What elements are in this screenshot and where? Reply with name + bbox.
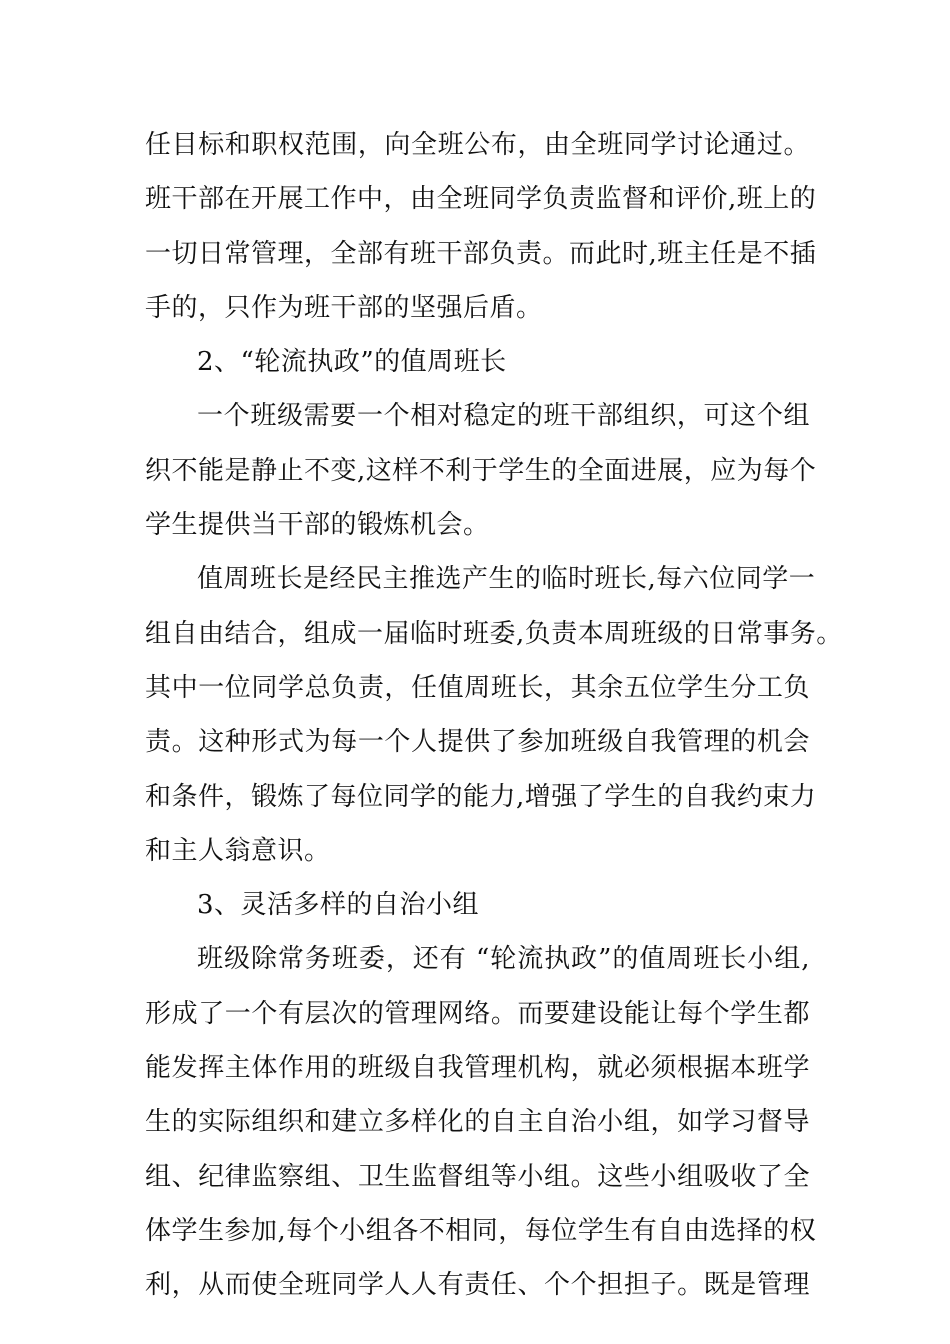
text-line: 和条件，锻炼了每位同学的能力,增强了学生的自我约束力 xyxy=(145,781,817,812)
text-line: 班级除常务班委，还有 “轮流执政”的值周班长小组, xyxy=(197,944,810,975)
text-line: 体学生参加,每个小组各不相同，每位学生有自由选择的权 xyxy=(145,1215,817,1246)
text-line: 责。这种形式为每一个人提供了参加班级自我管理的机会 xyxy=(145,727,810,758)
text-line: 2、“轮流执政”的值周班长 xyxy=(197,347,507,378)
text-line: 生的实际组织和建立多样化的自主自治小组，如学习督导 xyxy=(145,1107,810,1138)
text-line: 3、灵活多样的自治小组 xyxy=(197,890,480,921)
text-line: 班干部在开展工作中，由全班同学负责监督和评价,班上的 xyxy=(145,184,817,215)
text-line: 学生提供当干部的锻炼机会。 xyxy=(145,510,490,541)
text-line: 组、纪律监察组、卫生监督组等小组。这些小组吸收了全 xyxy=(145,1161,810,1192)
text-line: 一个班级需要一个相对稳定的班干部组织，可这个组 xyxy=(197,401,810,432)
text-line: 织不能是静止不变,这样不利于学生的全面进展，应为每个 xyxy=(145,455,817,486)
text-line: 组自由结合，组成一届临时班委,负责本周班级的日常事务。 xyxy=(145,618,843,649)
text-line: 利，从而使全班同学人人有责任、个个担担子。既是管理 xyxy=(145,1270,810,1301)
text-line: 其中一位同学总负责，任值周班长，其余五位学生分工负 xyxy=(145,672,810,703)
text-line: 一切日常管理，全部有班干部负责。而此时,班主任是不插 xyxy=(145,238,817,269)
body-text xyxy=(145,118,843,1313)
text-line: 能发挥主体作用的班级自我管理机构，就必须根据本班学 xyxy=(145,1053,810,1084)
text-line: 任目标和职权范围，向全班公布，由全班同学讨论通过。 xyxy=(145,130,810,160)
text-line: 形成了一个有层次的管理网络。而要建设能让每个学生都 xyxy=(145,998,810,1029)
text-line: 值周班长是经民主推选产生的临时班长,每六位同学一 xyxy=(197,564,816,595)
text-line: 手的，只作为班干部的坚强后盾。 xyxy=(145,292,543,323)
text-line: 和主人翁意识。 xyxy=(145,835,331,866)
